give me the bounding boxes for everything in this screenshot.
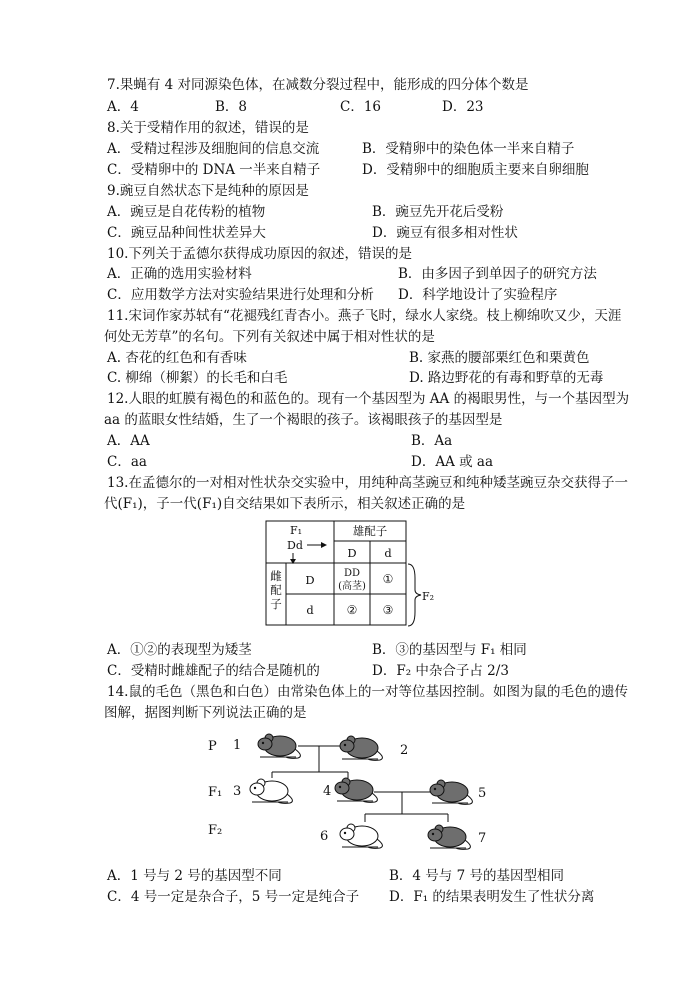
q10-option-d[interactable]: D．科学地设计了实验程序	[398, 287, 558, 303]
num-6: 6	[320, 829, 329, 844]
cell-dd-note: (高茎)	[338, 581, 366, 592]
num-5: 5	[478, 786, 487, 801]
q11-option-d[interactable]: D. 路边野花的有毒和野草的无毒	[409, 370, 604, 386]
q7-option-c[interactable]: C．16	[340, 99, 382, 115]
cell-dd: DD	[343, 568, 361, 579]
mouse-6-icon	[340, 824, 382, 848]
q12-stem: 12.人眼的虹膜有褐色的和蓝色的。现有一个基因型为 AA 的褐眼男性，与一个基因型为	[107, 391, 630, 407]
q7-option-b[interactable]: B．8	[215, 99, 248, 115]
cell-circle-1: ①	[382, 572, 394, 586]
row-header-d-upper: D	[305, 573, 315, 587]
punnett-corner-top: F₁	[290, 524, 303, 537]
q9-option-c[interactable]: C．豌豆品种间性状差异大	[107, 225, 266, 241]
punnett-square	[265, 520, 440, 632]
col-header-d-upper: D	[347, 546, 357, 560]
mouse-7-icon	[428, 825, 470, 849]
q13-stem: 13.在孟德尔的一对相对性状杂交实验中，用纯种高茎豌豆和纯种矮茎豌豆杂交获得子一	[107, 475, 628, 491]
num-4: 4	[323, 784, 332, 799]
col-header-d-lower: d	[384, 546, 392, 560]
q7-option-a[interactable]: A．4	[107, 99, 139, 115]
q11-option-a[interactable]: A. 杏花的红色和有香味	[107, 350, 247, 366]
q12-stem-line2: aa 的蓝眼女性结婚，生了一个褐眼的孩子。该褐眼孩子的基因型是	[104, 412, 503, 428]
q7-option-d[interactable]: D．23	[442, 99, 484, 115]
q11-option-b[interactable]: B. 家燕的腰部栗红色和栗黄色	[409, 350, 590, 366]
q11-stem: 11.宋词作家苏轼有“花褪残红青杏小。燕子飞时，绿水人家绕。枝上柳绵吹又少，天涯	[107, 308, 622, 324]
gen-label-p: P	[208, 739, 217, 754]
q9-stem: 9.豌豆自然状态下是纯种的原因是	[107, 183, 309, 199]
q14-option-b[interactable]: B．4 号与 7 号的基因型相同	[389, 868, 564, 884]
male-gametes-header: 雄配子	[352, 524, 388, 538]
q7-stem: 7.果蝇有 4 对同源染色体，在减数分裂过程中，能形成的四分体个数是	[107, 77, 529, 93]
q10-option-a[interactable]: A．正确的选用实验材料	[107, 266, 252, 282]
q9-option-a[interactable]: A．豌豆是自花传粉的植物	[107, 204, 266, 220]
mouse-1-icon	[258, 734, 300, 758]
q13-stem-line2: 代(F₁)，子一代(F₁)自交结果如下表所示，相关叙述正确的是	[104, 496, 466, 512]
female-gametes-header: 雌配子	[270, 569, 282, 611]
q9-option-b[interactable]: B．豌豆先开花后受粉	[372, 204, 504, 220]
gen-label-f1: F₁	[208, 785, 223, 800]
q8-option-d[interactable]: D．受精卵中的细胞质主要来自卵细胞	[362, 162, 589, 178]
q14-option-d[interactable]: D．F₁ 的结果表明发生了性状分离	[389, 889, 595, 905]
q13-option-d[interactable]: D．F₂ 中杂合子占 2/3	[372, 663, 509, 679]
q14-option-a[interactable]: A．1 号与 2 号的基因型不同	[107, 868, 282, 884]
q13-option-b[interactable]: B．③的基因型与 F₁ 相同	[372, 642, 527, 658]
q13-option-c[interactable]: C．受精时雌雄配子的结合是随机的	[107, 663, 320, 679]
mouse-5-icon	[430, 780, 472, 804]
mouse-2-icon	[340, 736, 382, 760]
q8-option-c[interactable]: C．受精卵中的 DNA 一半来自精子	[107, 162, 321, 178]
mouse-4-icon	[335, 778, 377, 802]
q8-option-b[interactable]: B．受精卵中的染色体一半来自精子	[362, 141, 575, 157]
mouse-3-icon	[250, 779, 292, 803]
q13-option-a[interactable]: A．①②的表现型为矮茎	[107, 642, 252, 658]
num-2: 2	[400, 743, 409, 758]
q8-stem: 8.关于受精作用的叙述，错误的是	[107, 120, 309, 136]
num-7: 7	[478, 831, 487, 846]
q9-option-d[interactable]: D．豌豆有很多相对性状	[372, 225, 518, 241]
q12-option-c[interactable]: C．aa	[107, 454, 147, 470]
q11-stem-line2: 何处无芳草”的名句。下列有关叙述中属于相对性状的是	[104, 329, 435, 345]
row-header-d-lower: d	[306, 603, 314, 617]
q10-stem: 10.下列关于孟德尔获得成功原因的叙述，错误的是	[107, 246, 412, 262]
punnett-corner-bottom: Dd	[287, 539, 303, 552]
q14-option-c[interactable]: C．4 号一定是杂合子，5 号一定是纯合子	[107, 889, 360, 905]
q12-option-b[interactable]: B．Aa	[411, 433, 453, 449]
gen-label-f2: F₂	[208, 823, 223, 838]
cell-circle-2: ②	[346, 603, 358, 617]
brace-label: F₂	[422, 590, 435, 603]
q10-option-c[interactable]: C．应用数学方法对实验结果进行处理和分析	[107, 287, 374, 303]
pedigree-diagram	[200, 726, 500, 856]
num-1: 1	[233, 738, 242, 753]
arrow-right-icon	[321, 542, 327, 548]
q12-option-d[interactable]: D．AA 或 aa	[411, 454, 494, 470]
q14-stem-line2: 图解，据图判断下列说法正确的是	[104, 705, 307, 721]
q8-option-a[interactable]: A．受精过程涉及细胞间的信息交流	[107, 141, 320, 157]
q12-option-a[interactable]: A．AA	[107, 433, 150, 449]
num-3: 3	[233, 784, 242, 799]
q10-option-b[interactable]: B．由多因子到单因子的研究方法	[398, 266, 597, 282]
brace-icon	[408, 564, 421, 626]
cell-circle-3: ③	[382, 603, 394, 617]
q14-stem: 14.鼠的毛色（黑色和白色）由常染色体上的一对等位基因控制。如图为鼠的毛色的遗传	[107, 684, 628, 700]
q11-option-c[interactable]: C. 柳绵（柳絮）的长毛和白毛	[107, 370, 288, 386]
